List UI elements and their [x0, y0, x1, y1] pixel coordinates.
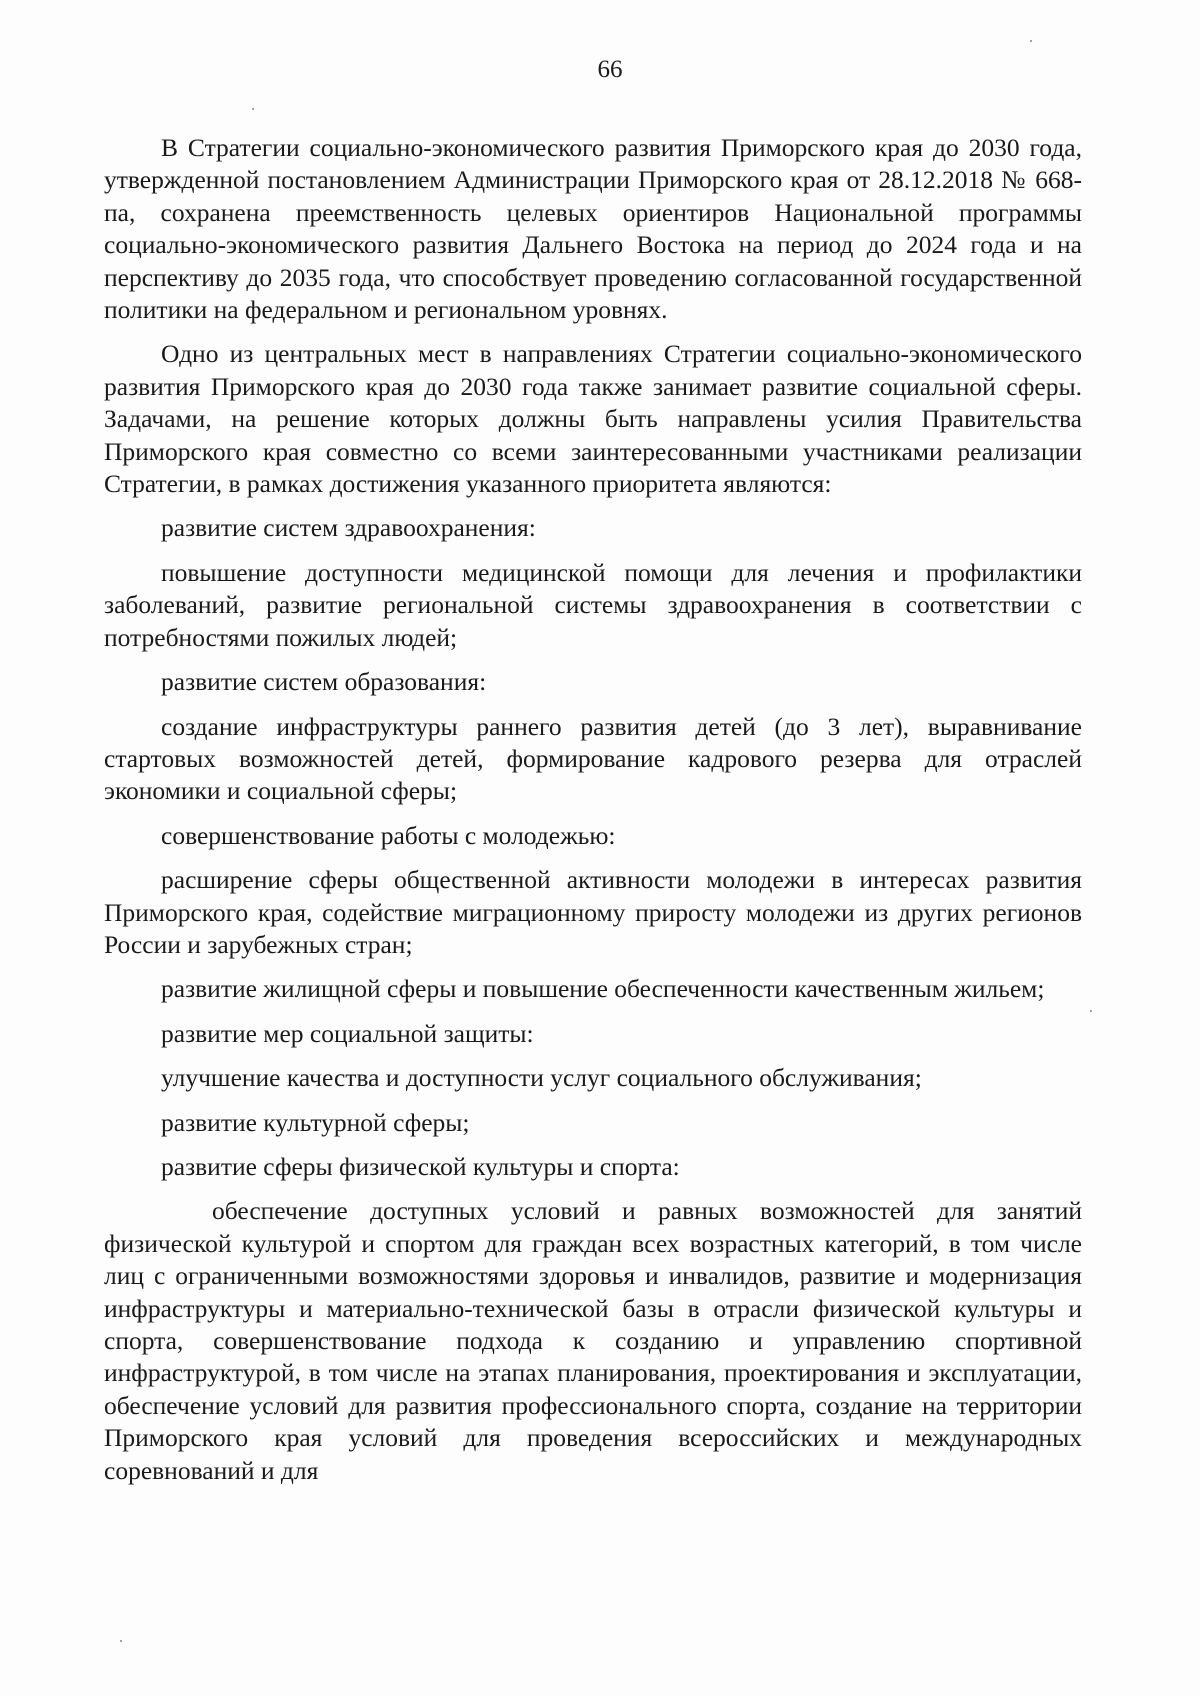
document-body [104, 132, 1082, 1487]
scan-speck [252, 108, 254, 110]
paragraph-social-sphere: Одно из центральных мест в направлениях Стратегии социально-экономического развития Приморского края до 2030 года также занимает развитие социальной сферы. Задачами, на решение которых должны быть направлены усилия Правительства Приморского края совместно со всеми заинтересованными участниками реализации Стратегии, в рамках достижения указанного приоритета являются: [104, 339, 1082, 499]
list-item-healthcare-detail: повышение доступности медицинской помощи для лечения и профилактики заболеваний, развитие региональной системы здравоохранения в соответствии с потребностями пожилых людей; [104, 557, 1082, 652]
list-item-social-protection-heading: развитие мер социальной защиты: [161, 1018, 534, 1048]
list-item-sport-detail: обеспечение доступных условий и равных возможностей для занятий физической культурой и спортом для граждан всех возрастных категорий, в том числе лиц с ограниченными возможностями здоровья и инвалидов, развитие и модернизация инфраструктуры и материально-технической базы в отрасли физической культуры и спорта, совершенствование подхода к созданию и управлению спортивной инфраструктурой, в том числе на этапах планирования, проектирования и эксплуатации, обеспечение условий для развития профессионального спорта, создание на территории Приморского края условий для проведения всероссийских и международных соревнований и для [104, 1196, 1082, 1485]
list-item-sport-heading: развитие сферы физической культуры и спорта: [161, 1151, 680, 1181]
list-item-education-heading: развитие систем образования: [161, 667, 487, 697]
list-item-housing: развитие жилищной сферы и повышение обеспеченности качественным жильем; [161, 974, 1045, 1004]
list-item-youth-heading: совершенствование работы с молодежью: [161, 820, 616, 850]
scan-speck [1030, 40, 1032, 42]
list-item-youth-detail: расширение сферы общественной активности молодежи в интересах развития Приморского края, содействие миграционному приросту молодежи из других регионов России и зарубежных стран; [104, 865, 1082, 959]
scan-speck [1090, 1010, 1092, 1012]
scan-speck [120, 1640, 122, 1642]
list-item-social-protection-detail: улучшение качества и доступности услуг социального обслуживания; [161, 1063, 922, 1093]
list-item-healthcare-heading: развитие систем здравоохранения: [161, 513, 536, 543]
list-item-education-detail: создание инфраструктуры раннего развития детей (до 3 лет), выравнивание стартовых возможностей детей, формирование кадрового резерва для отраслей экономики и социальной сферы; [104, 711, 1082, 806]
page-number: 66 [597, 56, 623, 83]
paragraph-strategy-intro: В Стратегии социально-экономического развития Приморского края до 2030 года, утвержденной постановлением Администрации Приморского края от 28.12.2018 № 668-па, сохранена преемственность целевых ориентиров Национальной программы социально-экономического развития Дальнего Востока на период до 2024 года и на перспективу до 2035 года, что способствует проведению согласованной государственной политики на федеральном и региональном уровнях. [104, 133, 1082, 325]
list-item-culture: развитие культурной сферы; [161, 1107, 470, 1137]
